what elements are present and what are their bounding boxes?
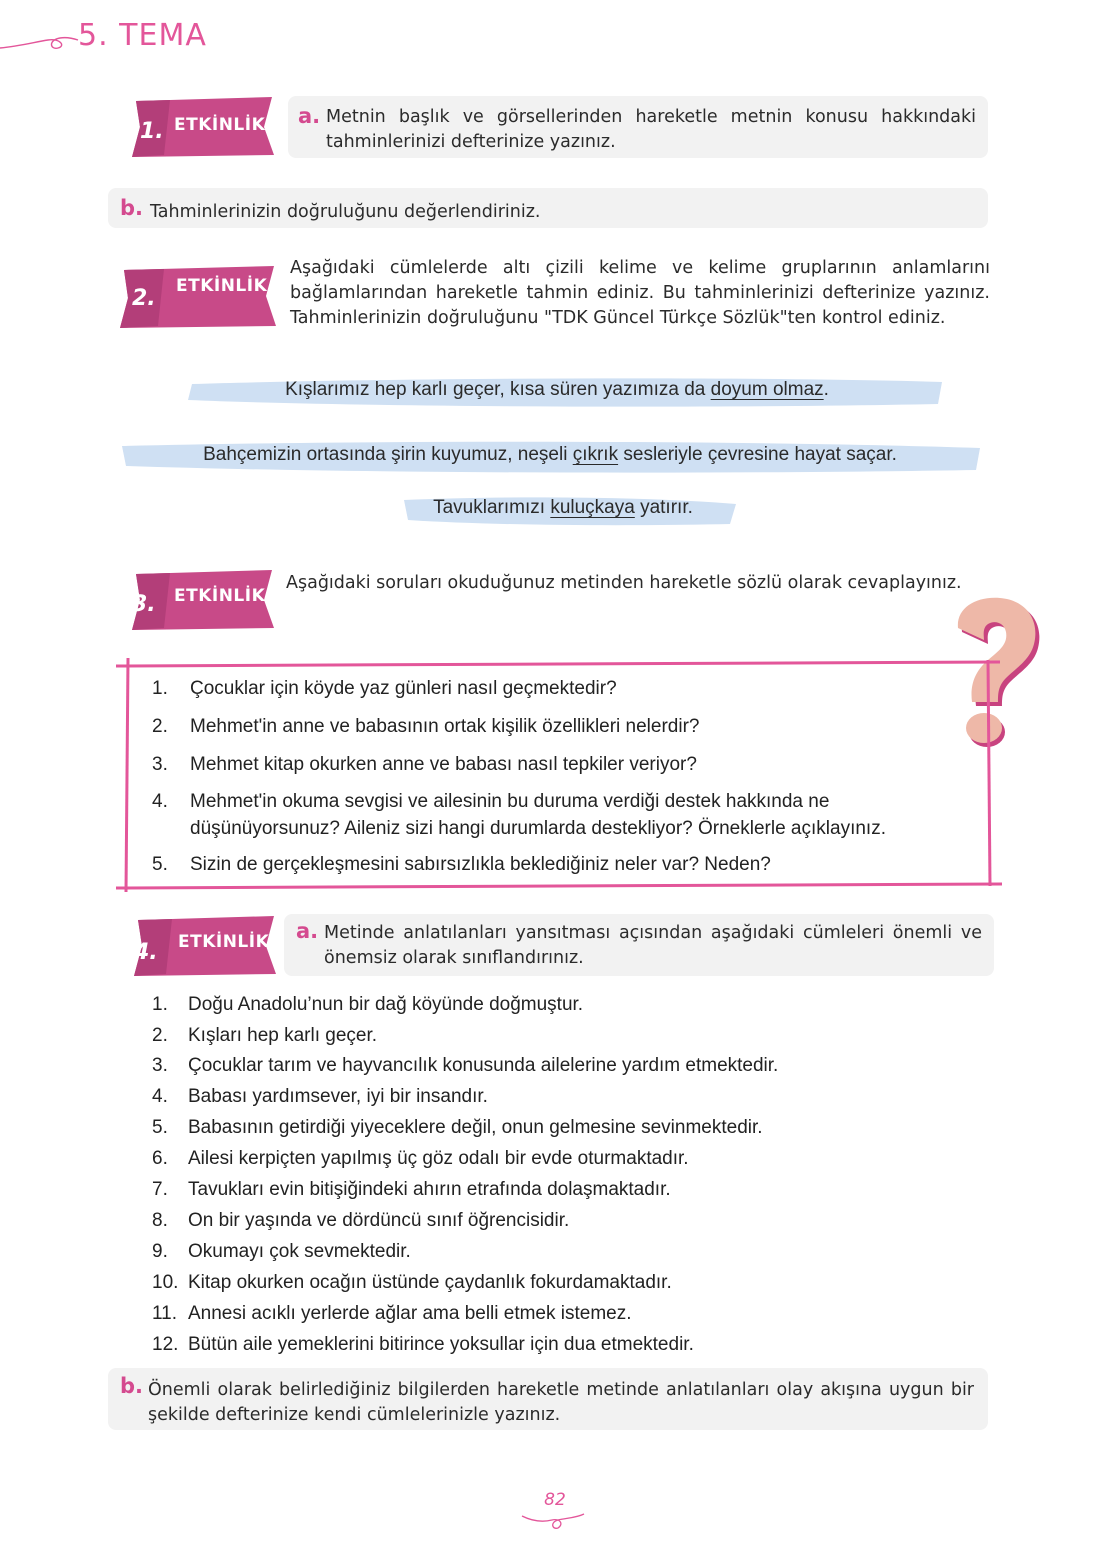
item-1-number: 1. [152,994,168,1015]
question-5-text: Sizin de gerçekleşmesini sabırsızlıkla beklediğiniz neler var? Neden? [190,854,771,875]
item-10 [152,1272,672,1294]
activity-1-number: 1. [140,119,164,144]
item-1-text: Doğu Anadolu’nun bir dağ köyünde doğmuştur. [188,994,584,1015]
sentence-2-pre: Bahçemizin ortasında şirin kuyumuz, neşeli [203,444,573,465]
activity-4a-text: Metinde anlatılanları yansıtması açısından aşağıdaki cümleleri önemli ve önemsiz olarak sınıflandırınız. [324,923,982,968]
activity-4-label: ETKİNLİK [178,932,270,952]
sentence-2 [120,444,980,466]
question-1 [152,675,952,702]
question-3-number: 3. [152,754,168,775]
question-3-text: Mehmet kitap okurken anne ve babası nasıl tepkiler veriyor? [190,754,697,775]
item-8 [152,1210,569,1232]
item-4-text: Babası yardımsever, iyi bir insandır. [188,1086,488,1107]
activity-4b-letter: b. [120,1374,144,1398]
header-swirl [0,28,80,58]
page-number: 82 [544,1490,566,1510]
item-9-text: Okumayı çok sevmektedir. [188,1241,411,1262]
item-5-text: Babasının getirdiği yiyeceklere değil, onun gelmesine sevinmektedir. [188,1117,763,1138]
question-1-number: 1. [152,678,168,699]
item-12-text: Bütün aile yemeklerini bitirince yoksullar için dua etmektedir. [188,1334,694,1355]
activity-3-badge [130,570,268,630]
item-4 [152,1086,488,1108]
sentence-3 [400,497,726,519]
item-3-text: Çocuklar tarım ve hayvancılık konusunda ailelerine yardım etmektedir. [188,1055,779,1076]
item-8-number: 8. [152,1210,168,1231]
activity-2-label: ETKİNLİK [176,276,268,296]
activity-3-number: 3. [132,592,156,617]
activity-2-number: 2. [132,286,156,311]
item-11-text: Annesi acıklı yerlerde ağlar ama belli etmek istemez. [188,1303,632,1324]
question-4 [152,788,952,842]
sentence-3-post: yatırır. [634,497,693,518]
item-2-text: Kışları hep karlı geçer. [188,1025,378,1046]
sentence-2-underlined: çıkrık [572,444,619,465]
item-12-number: 12. [152,1334,179,1355]
page-title: 5. TEMA [78,18,207,53]
sentence-1-post: . [823,379,829,400]
item-3-number: 3. [152,1055,168,1076]
sentence-2-post: sesleriyle çevresine hayat saçar. [618,444,897,465]
question-1-text: Çocuklar için köyde yaz günleri nasıl geçmektedir? [190,678,617,699]
item-8-text: On bir yaşında ve dördüncü sınıf öğrencisidir. [188,1210,570,1231]
item-2-number: 2. [152,1025,168,1046]
item-2 [152,1025,377,1047]
item-6 [152,1148,689,1170]
activity-1-label: ETKİNLİK [174,115,266,135]
activity-1b-text: Tahminlerinizin doğruluğunu değerlendiriniz. [150,202,541,222]
question-2 [152,713,952,740]
question-4-number: 4. [152,791,168,812]
question-5-number: 5. [152,854,168,875]
activity-4a-letter: a. [296,919,319,943]
sentence-1-underlined: doyum olmaz [710,379,824,400]
activity-3-label: ETKİNLİK [174,586,266,606]
activity-3-text: Aşağıdaki soruları okuduğunuz metinden hareketle sözlü olarak cevaplayınız. [286,573,962,593]
page-number-swirl [520,1510,586,1532]
activity-2-text: Aşağıdaki cümlelerde altı çizili kelime ve kelime gruplarının anlamlarını bağlamlarından hareketle tahmin ediniz. Bu tahminlerinizi defterinize yazınız. Tahminlerinizin doğruluğunu "TDK Güncel Türkçe Sözlük"ten kontrol ediniz. [290,258,990,328]
item-7-text: Tavukları evin bitişiğindeki ahırın etrafında dolaşmaktadır. [188,1179,671,1200]
item-7 [152,1179,671,1201]
sentence-1-pre: Kışlarımız hep karlı geçer, kısa süren yazımıza da [285,379,711,400]
item-11 [152,1303,632,1325]
activity-1-badge [130,97,268,157]
activity-1a-letter: a. [298,104,321,128]
item-9 [152,1241,411,1263]
activity-4b-text: Önemli olarak belirlediğiniz bilgilerden hareketle metinde anlatılanları olay akışına uygun bir şekilde defterinize kendi cümlelerinizle yazınız. [148,1380,974,1425]
sentence-3-pre: Tavuklarımızı [433,497,551,518]
question-4-text: Mehmet'in okuma sevgisi ve ailesinin bu duruma verdiği destek hakkında ne düşünüyorsunuz? Aileniz sizi hangi durumlarda destekliyor? Örneklerle açıklayınız. [190,791,886,839]
sentence-3-underlined: kuluçkaya [550,497,635,518]
item-7-number: 7. [152,1179,168,1200]
item-3 [152,1055,778,1077]
activity-4-badge [132,916,270,976]
question-5 [152,851,952,878]
question-2-number: 2. [152,716,168,737]
sentence-1 [186,379,928,401]
item-5-number: 5. [152,1117,168,1138]
activity-1a-text: Metnin başlık ve görsellerinden hareketle metnin konusu hakkındaki tahminlerinizi defterinize yazınız. [326,107,976,152]
item-4-number: 4. [152,1086,168,1107]
question-3 [152,751,952,778]
item-10-text: Kitap okurken ocağın üstünde çaydanlık fokurdamaktadır. [188,1272,672,1293]
item-12 [152,1334,694,1356]
item-5 [152,1117,763,1139]
activity-2-badge [118,266,268,326]
item-10-number: 10. [152,1272,179,1293]
item-6-text: Ailesi kerpiçten yapılmış üç göz odalı bir evde oturmaktadır. [188,1148,689,1169]
item-11-number: 11. [152,1303,178,1324]
item-9-number: 9. [152,1241,168,1262]
activity-1b-letter: b. [120,196,144,220]
activity-4-number: 4. [134,940,158,965]
item-1 [152,994,583,1016]
item-6-number: 6. [152,1148,168,1169]
question-2-text: Mehmet'in anne ve babasının ortak kişilik özellikleri nelerdir? [190,716,700,737]
